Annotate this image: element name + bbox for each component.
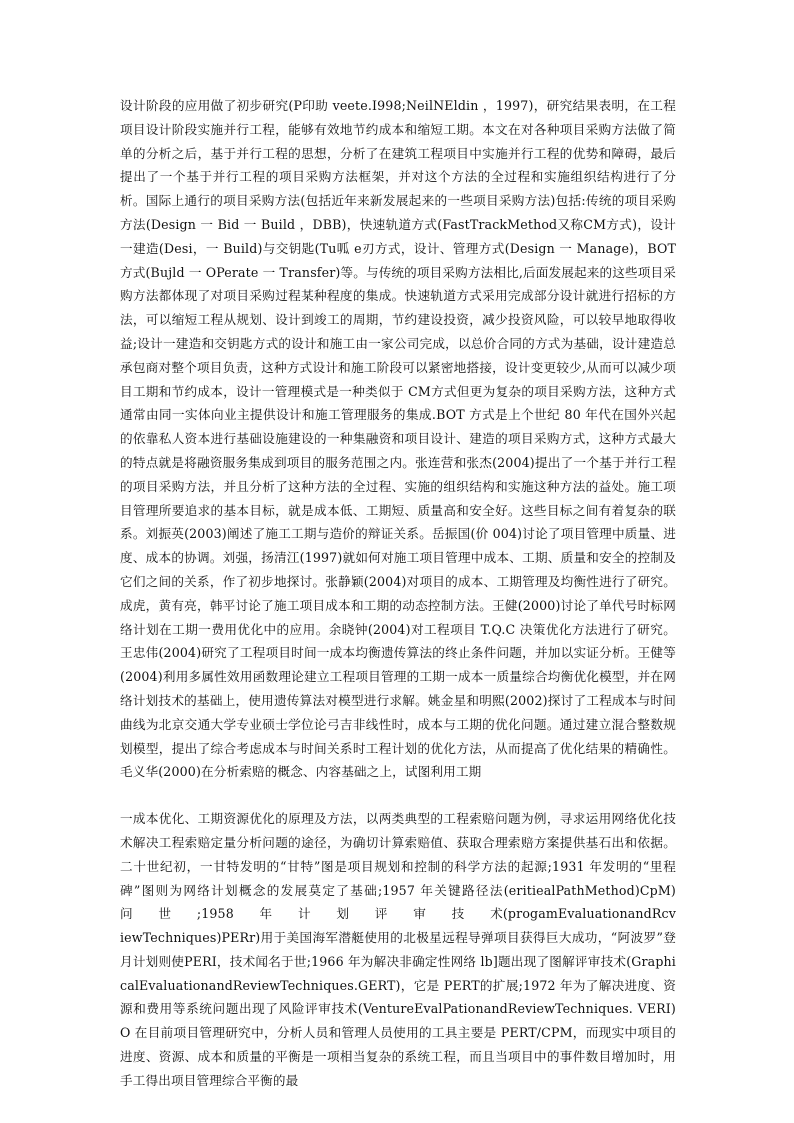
body-paragraph-1: 设计阶段的应用做了初步研究(P印助 veete.I998;NeilNEldin ，1997)，研究结果表明，在工程项目设计阶段实施并行工程，能够有效地节约成本和缩短工期。本文在对各种项目采购方法做了简单的分析之后，基于并行工程的思想，分析了在建筑工程项目中实施并行工程的优势和障碍，最后提出了一个基于并行工程的项目采购方法框架，并对这个方法的全过程和实施组织结构进行了分析。国际上通行的项目采购方法(包括近年来新发展起来的一些项目采购方法)包括:传统的项目采购方法(Design 一 Bid 一 Build ，DBB)，快速轨道方式(FastTrackMethod又称CM方式)，设计一建造(Desi，一 Build)与交钥匙(Tu呱 e刃方式，设计、管理方式(Design 一 Manage)，BOT 方式(Bujld 一 OPerate 一 Transfer)等。与传统的项目采购方法相比,后面发展起来的这些项目采购方法都体现了对项目采购过程某种程度的集成。快速轨道方式采用完成部分设计就进行招标的方法，可以缩短工程从规划、设计到竣工的周期，节约建设投资，减少投资风险，可以较早地取得收益;设计一建造和交钥匙方式的设计和施工由一家公司完成，以总价合同的方式为基础，设计建造总承包商对整个项目负责，这种方式设计和施工阶段可以紧密地搭接，设计变更较少,从而可以减少项目工期和节约成本，设计一管理模式是一种类似于 CM方式但更为复杂的项目采购方法，这种方式通常由同一实体向业主提供设计和施工管理服务的集成.BOT 方式是上个世纪 80 年代在国外兴起的依靠私人资本进行基础设施建设的一种集融资和项目设计、建造的项目采购方式，这种方式最大的特点就是将融资服务集成到项目的服务范围之内。张连营和张杰(2004)提出了一个基于并行工程的项目采购方法，并且分析了这种方法的全过程、实施的组织结构和实施这种方法的益处。施工项目管理所要追求的基本目标，就是成本低、工期短、质量高和安全好。这些目标之间有着复杂的联系。刘振英(2003)阐述了施工工期与造价的辩证关系。岳振国(价 004)讨论了项目管理中质量、进度、成本的协调。刘强，扬清江(1997)就如何对施工项目管理中成本、工期、质量和安全的控制及它们之间的关系，作了初步地探讨。张静颖(2004)对项目的成本、工期管理及均衡性进行了研究。成虎，黄有亮，韩平讨论了施工项目成本和工期的动态控制方法。王健(2000)讨论了单代号时标网络计划在工期一费用优化中的应用。余晓钟(2004)对工程项目 T.Q.C 决策优化方法进行了研究。王忠伟(2004)研究了工程项目时间一成本均衡遗传算法的终止条件问题，并加以实证分析。王健等(2004)利用多属性效用函数理论建立工程项目管理的工期一成本一质量综合均衡优化模型，并在网络计划技术的基础上，使用遗传算法对模型进行求解。姚金星和明熙(2002)探讨了工程成本与时间曲线为北京交通大学专业硕士学位论弓吉非线性时，成本与工期的优化问题。通过建立混合整数规划模型，提出了综合考虑成本与时间关系时工程计划的优化方法，从而提高了优化结果的精确性。毛义华(2000)在分析索赔的概念、内容基础之上，试图利用工期 bbox=[120, 98, 676, 780]
body-paragraph-2: 一成本优化、工期资源优化的原理及方法，以两类典型的工程索赔问题为例，寻求运用网络优化技术解决工程索赔定量分析问题的途径，为确切计算索赔值、获取合理索赔方案提供基石出和依据。二十世纪初，一甘特发明的“甘特”图是项目规划和控制的科学方法的起源;1931 年发明的“里程碑”图则为网络计划概念的发展莫定了基础;1957 年关键路径法(eritiealPathMethod)CpM) 问 世 ;1958 年 计 划 评 审 技 术(progamEvaluationandRcviewTechniques)PERr)用于美国海军潜艇使用的北极星远程导弹项目获得巨大成功，“阿波罗”登月计划则使PERI，技术闻名于世;1966 年为解决非确定性网络 lb]题出现了图解评审技术(GraphicalEvaluationandReviewTechniques.GERT)，它是 PERT的扩展;1972 年为了解决进度、资源和费用等系统问题出现了风险评审技术(VentureEvalPationandReviewTechniques. VERI)O 在目前项目管理研究中，分析人员和管理人员使用的工具主要是 PERT/CPM，而现实中项目的进度、资源、成本和质量的平衡是一项相当复杂的系统工程，而且当项目中的事件数目增加时，用手工得出项目管理综合平衡的最 bbox=[120, 811, 702, 1088]
document-page bbox=[120, 94, 702, 1093]
